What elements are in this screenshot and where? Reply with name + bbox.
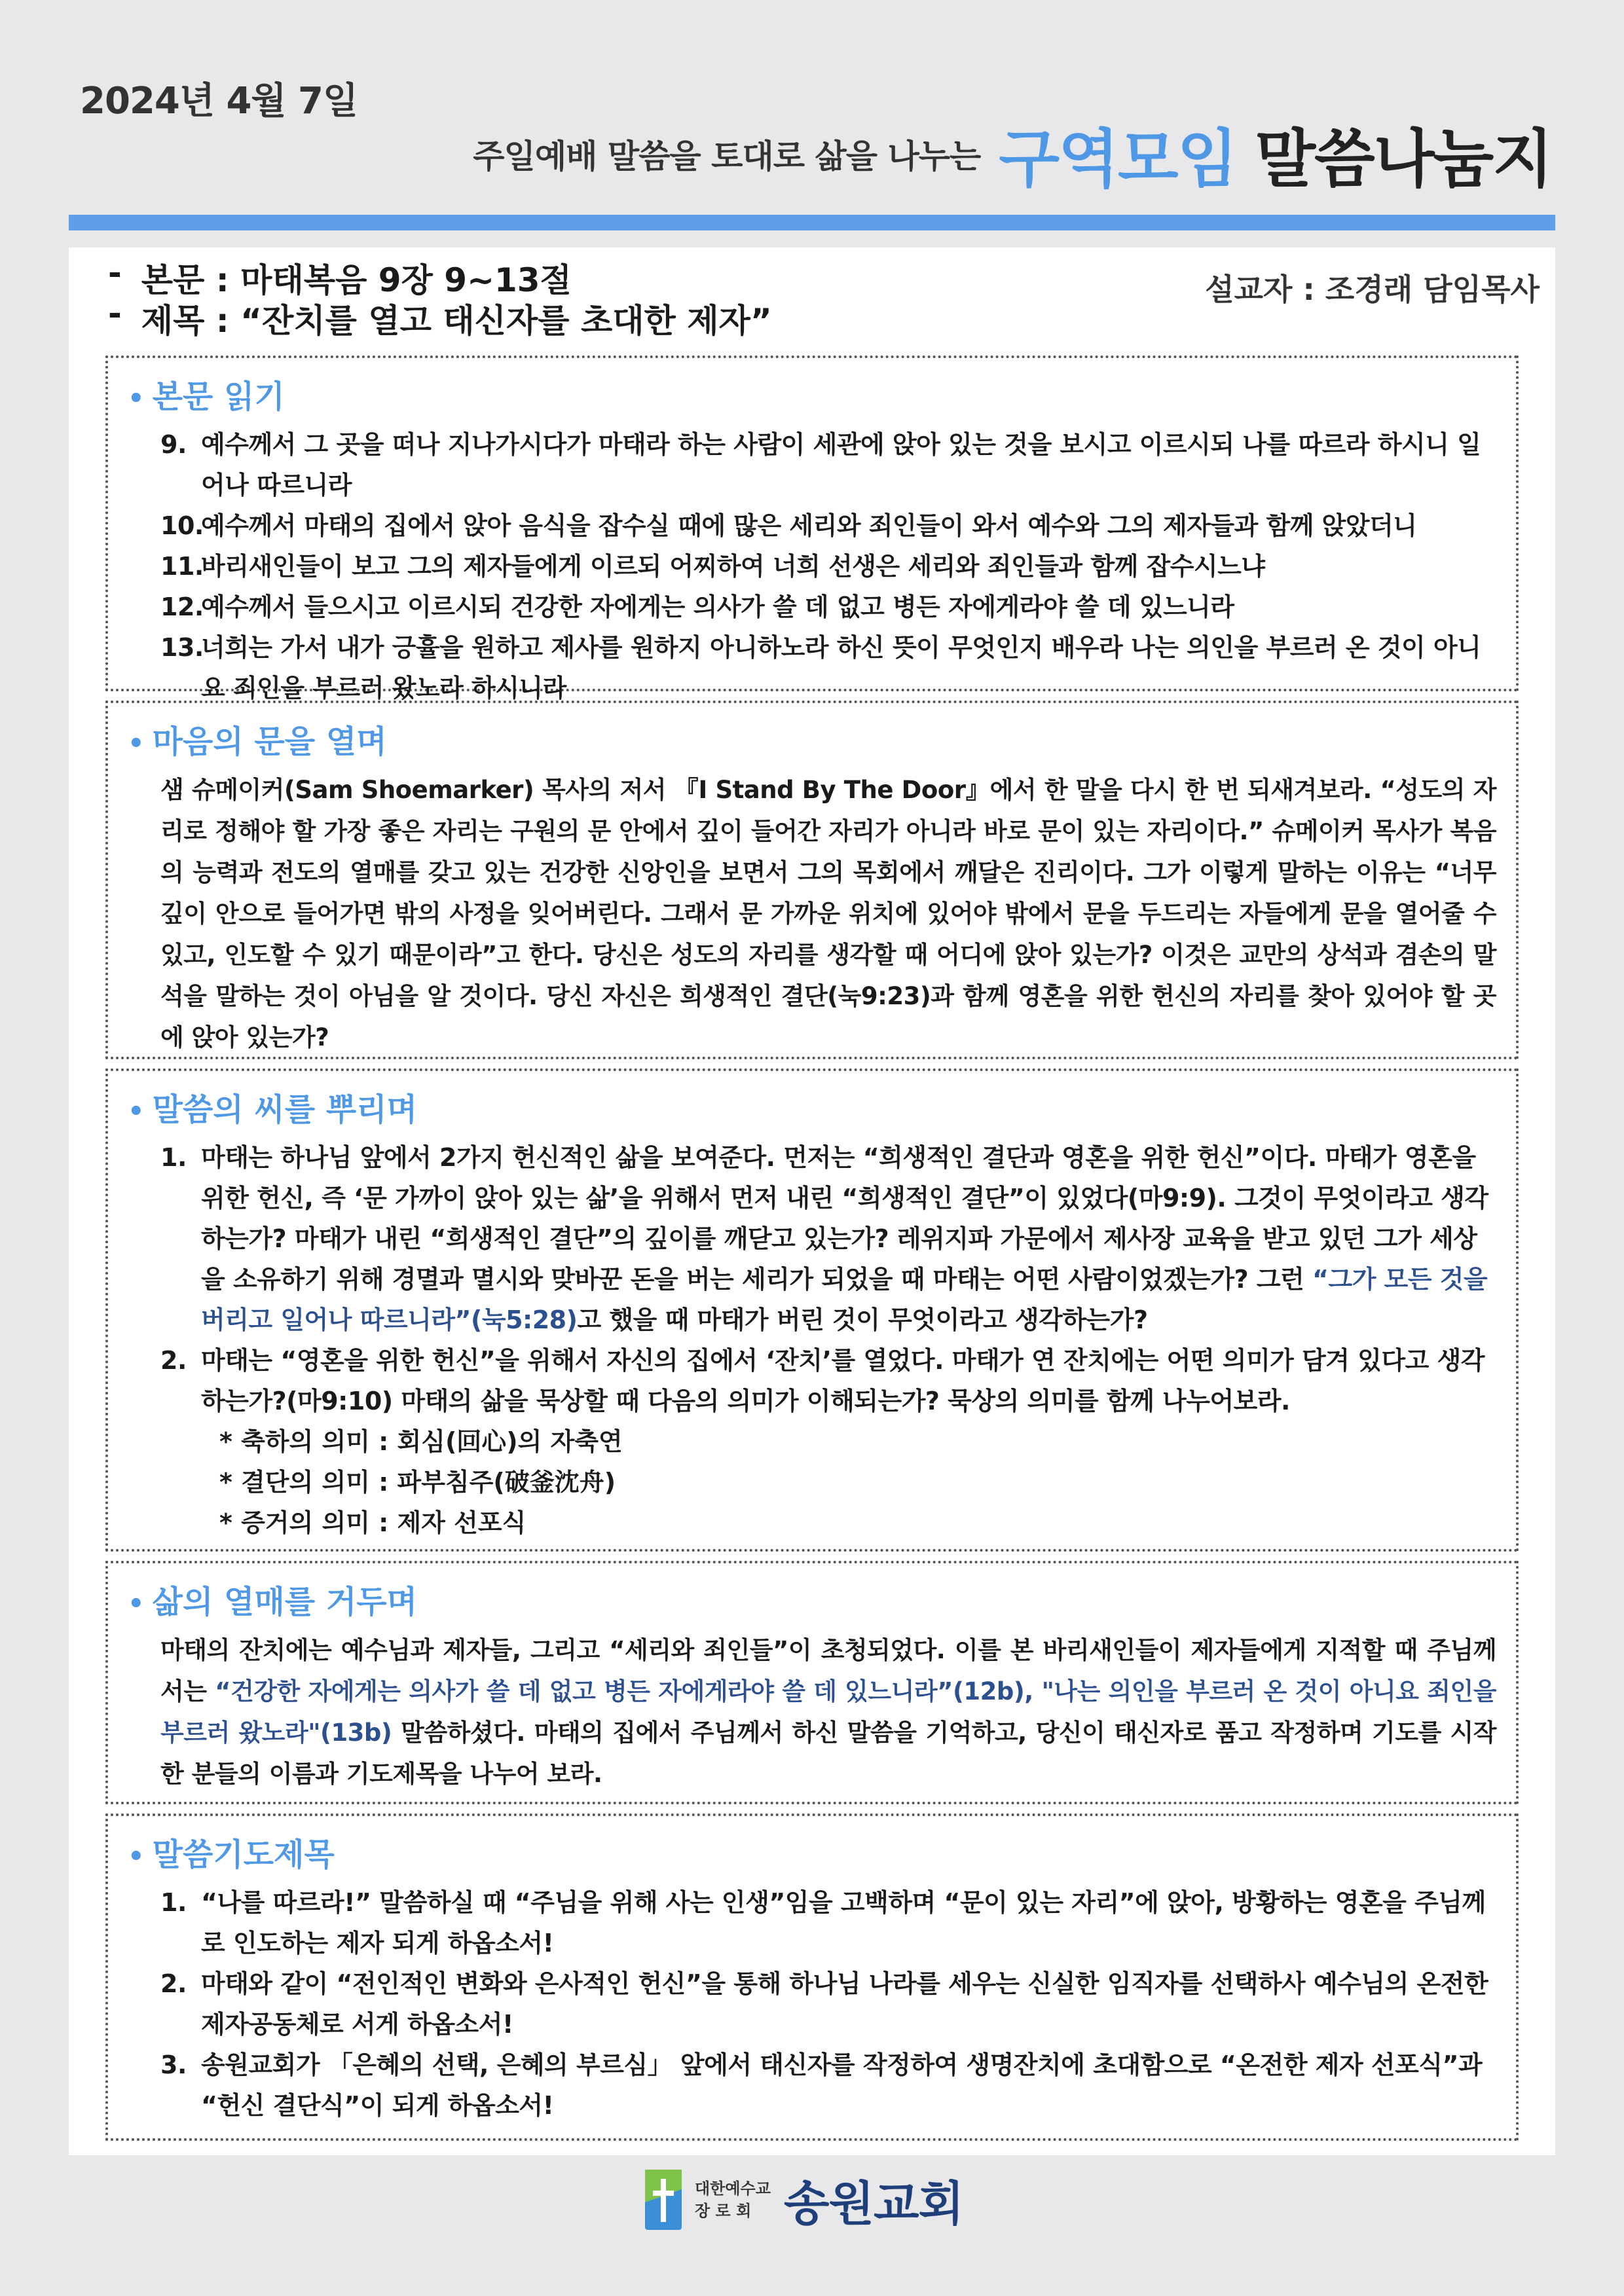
sermon-title: 제목 : “잔치를 열고 태신자를 초대한 제자” xyxy=(141,302,772,340)
dash-bullet: - xyxy=(108,295,122,333)
scripture-quote: “그가 모든 것을 버리고 일어나 따르니라”(눅5:28) xyxy=(201,1265,1488,1334)
section-title: • 마음의 문을 열며 xyxy=(128,723,387,760)
meaning-item: * 축하의 의미 : 회심(回心)의 자축연 xyxy=(219,1427,623,1456)
prayer-item: 2. 마태와 같이 “전인적인 변화와 은사적인 헌신”을 통해 하나님 나라를 세우는 신실한 임직자를 선택하사 예수님의 온전한 제자공동체로 서게 하옵소서! xyxy=(160,1969,1488,2039)
verse-item: 11.바리새인들이 보고 그의 제자들에게 이르되 어찌하여 너희 선생은 세리와 죄인들과 함께 잡수시느냐 xyxy=(160,552,1265,581)
fruit-section xyxy=(105,1561,1519,1804)
heading-accent: 구역모임 xyxy=(999,122,1237,196)
document-heading xyxy=(473,111,1552,196)
fruit-paragraph: 마태의 잔치에는 예수님과 제자들, 그리고 “세리와 죄인들”이 초청되었다. 이를 본 바리새인들이 제자들에게 지적할 때 주님께서는 “건강한 자에게는 의사가 쓸 데 없고 병든 자에게라야 쓸 데 있느니라”(12b), "나는 의인을 부르러 온 것이 아니요 죄인을 부르러 왔노라"(13b) 말씀하셨다. 마태의 집에서 주님께서 하신 말씀을 기억하고, 당신이 태신자로 품고 작정하며 기도를 시작한 분들의 이름과 기도제목을 나누어 보라. xyxy=(160,1636,1497,1788)
opening-paragraph: 샘 슈메이커(Sam Shoemarker) 목사의 저서 『I Stand By The Door』에서 한 말을 다시 한 번 되새겨보라. “성도의 자리로 정해야 할 가장 좋은 자리는 구원의 문 안에서 깊이 들어간 자리가 아니라 바로 문이 있는 자리이다.” 슈메이커 목사가 복음의 능력과 전도의 열매를 갖고 있는 건강한 신앙인을 보면서 그의 목회에서 깨달은 진리이다. 그가 이렇게 말하는 이유는 “너무 깊이 안으로 들어가면 밖의 사정을 잊어버린다. 그래서 문 가까운 위치에 있어야 밖에서 문을 두드리는 자들에게 문을 열어줄 수 있고, 인도할 수 있기 때문이라”고 한다. 당신은 성도의 자리를 생각할 때 어디에 앉아 있는가? 이것은 교만의 상석과 겸손의 말석을 말하는 것이 아님을 알 것이다. 당신 자신은 희생적인 결단(눅9:23)과 함께 영혼을 위한 헌신의 자리를 찾아 있어야 할 곳에 앉아 있는가? xyxy=(160,776,1496,1051)
prayer-item: 3. 송원교회가 「은혜의 선택, 은혜의 부르심」 앞에서 태신자를 작정하여 생명잔치에 초대함으로 “온전한 제자 선포식”과 “헌신 결단식”이 되게 하옵소서! xyxy=(160,2050,1483,2120)
opening-section xyxy=(105,701,1519,1059)
preacher-label: 설교자 : 조경래 담임목사 xyxy=(1205,272,1540,307)
section-title: • 삶의 열매를 거두며 xyxy=(128,1584,417,1620)
meaning-item: * 결단의 의미 : 파부침주(破釜沈舟) xyxy=(219,1468,616,1497)
seeds-section xyxy=(105,1068,1519,1552)
church-name: 송원교회 xyxy=(783,2176,964,2231)
bullet-dot-icon: • xyxy=(128,1842,145,1872)
bullet-dot-icon: • xyxy=(128,729,145,759)
church-logo xyxy=(645,2160,963,2239)
bulletin-date: 2024년 4월 7일 xyxy=(80,80,358,122)
dash-bullet: - xyxy=(108,254,122,292)
sermon-title-line xyxy=(108,295,772,342)
passage-label: 본문 : 마태복음 9장 9~13절 xyxy=(141,261,572,299)
section-title: • 말씀기도제목 xyxy=(128,1836,335,1873)
heading-main: 말씀나눔지 xyxy=(1255,122,1552,196)
scripture-quote: “건강한 자에게는 의사가 쓸 데 없고 병든 자에게라야 쓸 데 있느니라”(12b), "나는 의인을 부르러 온 것이 아니요 죄인을 부르러 왔노라"(13b) xyxy=(160,1677,1497,1747)
bullet-dot-icon: • xyxy=(128,1589,145,1619)
verse-item: 9. 예수께서 그 곳을 떠나 지나가시다가 마태라 하는 사람이 세관에 앉아 있는 것을 보시고 이르시되 나를 따르라 하시니 일어나 따르니라 xyxy=(160,430,1481,500)
section-title: • 말씀의 씨를 뿌리며 xyxy=(128,1091,417,1128)
heading-prefix: 주일예배 말씀을 토대로 삶을 나누는 xyxy=(473,137,981,175)
reading-section xyxy=(105,355,1519,702)
bullet-dot-icon: • xyxy=(128,1097,145,1127)
section-title: • 본문 읽기 xyxy=(128,378,285,415)
cross-logo-icon xyxy=(645,2170,682,2230)
content-sheet xyxy=(69,247,1555,2155)
header-divider xyxy=(69,215,1555,230)
question-item: 2. 마태는 “영혼을 위한 헌신”을 위해서 자신의 집에서 ‘잔치’를 열었다. 마태가 연 잔치에는 어떤 의미가 담겨 있다고 생각하는가?(마9:10) 마태의 삶을 묵상할 때 다음의 의미가 이해되는가? 묵상의 의미를 함께 나누어보라. xyxy=(160,1346,1485,1415)
prayer-section xyxy=(105,1813,1519,2141)
denomination-label: 대한예수교 장 로 회 xyxy=(695,2179,771,2220)
verse-item: 13.너희는 가서 내가 긍휼을 원하고 제사를 원하지 아니하노라 하신 뜻이 무엇인지 배우라 나는 의인을 부르러 온 것이 아니요 죄인을 부르러 왔노라 하시니라 xyxy=(160,633,1481,702)
prayer-item: 1. “나를 따르라!” 말씀하실 때 “주님을 위해 사는 인생”임을 고백하며 “문이 있는 자리”에 앉아, 방황하는 영혼을 주님께로 인도하는 제자 되게 하옵소서! xyxy=(160,1888,1486,1958)
verse-item: 12.예수께서 들으시고 이르시되 건강한 자에게는 의사가 쓸 데 없고 병든 자에게라야 쓸 데 있느니라 xyxy=(160,592,1234,621)
verse-item: 10.예수께서 마태의 집에서 앉아 음식을 잡수실 때에 많은 세리와 죄인들이 와서 예수와 그의 제자들과 함께 앉았더니 xyxy=(160,511,1417,540)
meaning-item: * 증거의 의미 : 제자 선포식 xyxy=(219,1508,526,1537)
bullet-dot-icon: • xyxy=(128,384,145,414)
question-item: 1. 마태는 하나님 앞에서 2가지 헌신적인 삶을 보여준다. 먼저는 “희생적인 결단과 영혼을 위한 헌신”이다. 마태가 영혼을 위한 헌신, 즉 ‘문 가까이 앉아 있는 삶’을 위해서 먼저 내린 “희생적인 결단”이 있었다(마9:9). 그것이 무엇이라고 생각하는가? 마태가 내린 “희생적인 결단”의 깊이를 깨닫고 있는가? 레위지파 가문에서 제사장 교육을 받고 있던 그가 세상을 소유하기 위해 경멸과 멸시와 맞바꾼 돈을 버는 세리가 되었을 때 마태는 어떤 사람이었겠는가? 그런 “그가 모든 것을 버리고 일어나 따르니라”(눅5:28)고 했을 때 마태가 버린 것이 무엇이라고 생각하는가? xyxy=(160,1143,1488,1334)
